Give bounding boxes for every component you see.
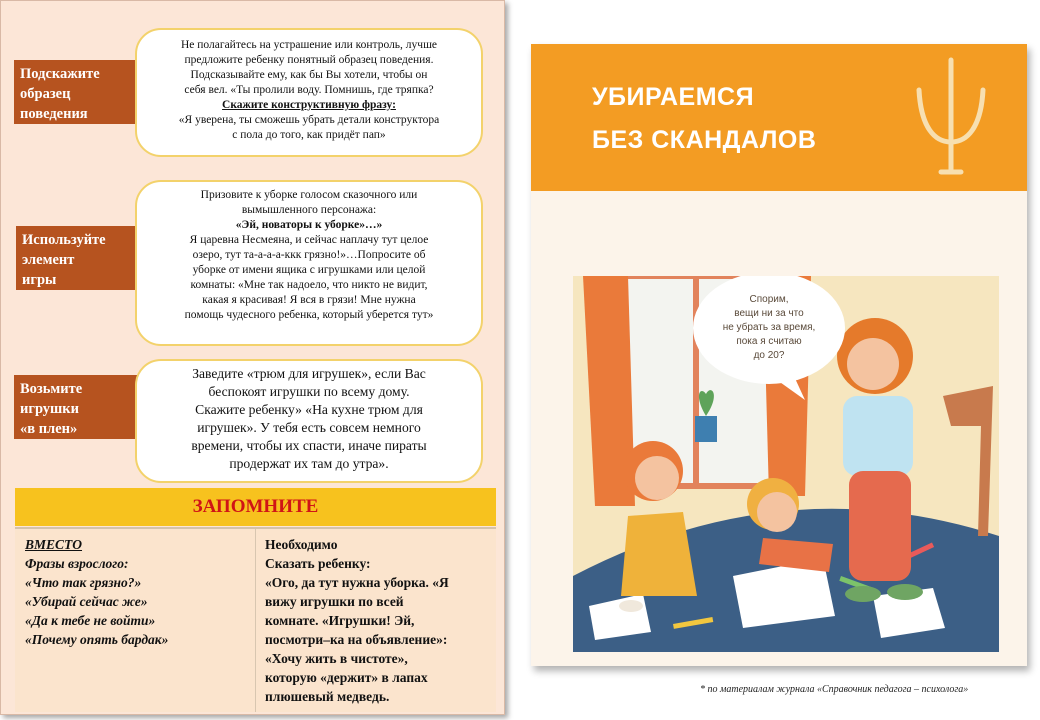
bubble-line: какая я красивая! Я вся в грязи! Мне нужна xyxy=(202,294,416,306)
poster-title-line: БЕЗ СКАНДАЛОВ xyxy=(592,126,817,154)
bubble-line: Заведите «трюм для игрушек», если Вас xyxy=(192,366,426,381)
needed-line: Необходимо xyxy=(265,537,338,552)
psi-logo-icon xyxy=(911,50,991,178)
bubble-line: вымышленного персонажа: xyxy=(241,204,377,216)
leaflet-page xyxy=(0,0,505,715)
speech-line: вещи ни за что xyxy=(734,308,804,319)
instead-line: Фразы взрослого: xyxy=(25,556,129,571)
tag-line: «в плен» xyxy=(20,421,78,437)
speech-line: не убрать за время, xyxy=(722,322,816,333)
bubble-line: «Я уверена, ты сможешь убрать детали конструктора xyxy=(178,114,440,126)
needed-column xyxy=(265,535,493,706)
bubble-line: с пола до того, как придёт пап» xyxy=(232,129,386,141)
remember-heading: ЗАПОМНИТЕ xyxy=(15,488,496,526)
bubble-line: времени, чтобы их спасти, иначе пираты xyxy=(191,438,427,453)
bubble-line: озеро, тут та-а-а-а-ккк грязно!»…Попросите об xyxy=(192,249,426,261)
bubble-line: помощь чудесного ребенка, который уберется тут» xyxy=(184,309,434,321)
tag-line: элемент xyxy=(22,252,75,268)
tag-line: Возьмите xyxy=(20,381,83,397)
comparison-table xyxy=(15,527,496,712)
column-divider xyxy=(255,529,256,712)
instead-line: «Почему опять бардак» xyxy=(25,632,169,647)
needed-line: которую «держит» в лапах xyxy=(265,670,428,685)
bubble-line: Я царевна Несмеяна, и сейчас наплачу тут целое xyxy=(189,234,429,246)
bubble-line: предложите ребенку понятный образец поведения. xyxy=(184,54,434,66)
instead-line: «Убирай сейчас же» xyxy=(25,594,148,609)
tip-bubble-captive-toys xyxy=(135,359,483,483)
tag-line: игры xyxy=(22,272,57,288)
cleanup-illustration xyxy=(573,276,999,652)
tag-line: поведения xyxy=(20,106,88,122)
needed-line: вижу игрушки по всей xyxy=(265,594,404,609)
instead-heading: ВМЕСТО xyxy=(25,537,83,552)
speech-line: Спорим, xyxy=(749,294,789,305)
speech-line: до 20? xyxy=(753,350,785,361)
needed-line: «Ого, да тут нужна уборка. «Я xyxy=(265,575,449,590)
bubble-line: комнаты: «Мне так надоело, что никто не видит, xyxy=(190,279,428,291)
tip-tag-captive-toys xyxy=(14,375,137,439)
bubble-line: игрушек». У тебя есть совсем немного xyxy=(197,420,421,435)
tip-bubble-game xyxy=(135,180,483,346)
bubble-line: уборке от имени ящика с игрушками или целой xyxy=(192,264,426,276)
bubble-emphasis: «Эй, новаторы к уборке»…» xyxy=(235,219,383,231)
bubble-line: беспокоят игрушки по всему дому. xyxy=(208,384,410,399)
footnote: * по материалам журнала «Справочник педагога – психолога» xyxy=(700,684,969,695)
poster-header xyxy=(531,44,1027,191)
instead-line: «Да к тебе не войти» xyxy=(25,613,156,628)
needed-line: комнате. «Игрушки! Эй, xyxy=(265,613,415,628)
bubble-emphasis: Скажите конструктивную фразу: xyxy=(222,99,396,111)
needed-line: «Хочу жить в чистоте», xyxy=(265,651,408,666)
tip-tag-game xyxy=(16,226,140,290)
instead-column xyxy=(25,535,250,649)
tag-line: Используйте xyxy=(22,232,106,248)
poster-title xyxy=(592,76,816,162)
tip-bubble-model-behaviour xyxy=(135,28,483,157)
tag-line: Подскажите xyxy=(20,66,100,82)
tip-tag-model-behaviour xyxy=(14,60,137,124)
needed-line: посмотри–ка на объявление»: xyxy=(265,632,448,647)
bubble-line: Призовите к уборке голосом сказочного или xyxy=(200,189,418,201)
poster-title-line: УБИРАЕМСЯ xyxy=(592,83,755,111)
bubble-line: продержат их там до утра». xyxy=(229,456,389,471)
bubble-line: Подсказывайте ему, как бы Вы хотели, чтобы он xyxy=(190,69,428,81)
tag-line: игрушки xyxy=(20,401,80,417)
instead-line: «Что так грязно?» xyxy=(25,575,142,590)
poster xyxy=(531,44,1027,666)
tag-line: образец xyxy=(20,86,71,102)
bubble-line: Скажите ребенку» «На кухне трюм для xyxy=(195,402,423,417)
bubble-line: себя вел. «Ты пролили воду. Помнишь, где тряпка? xyxy=(184,84,434,96)
speech-line: пока я считаю xyxy=(736,336,802,347)
needed-line: Сказать ребенку: xyxy=(265,556,371,571)
bubble-line: Не полагайтесь на устрашение или контроль, лучше xyxy=(180,39,438,51)
needed-line: плюшевый медведь. xyxy=(265,689,390,704)
